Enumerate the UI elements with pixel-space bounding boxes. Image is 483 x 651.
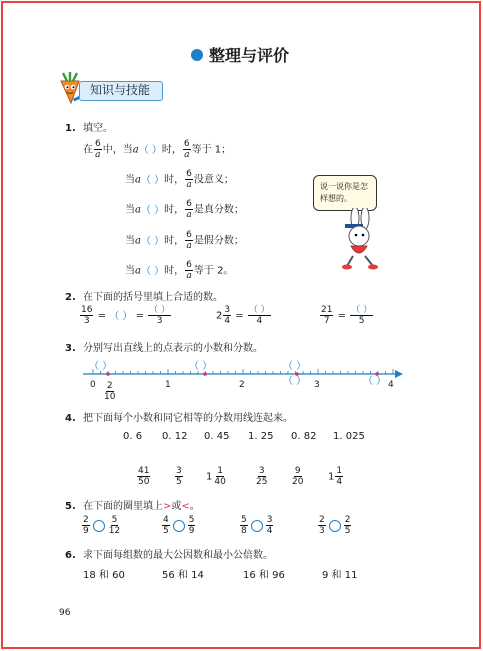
answer-blank[interactable]: （ ） bbox=[140, 204, 165, 216]
fraction: $\frac{6}{a}$ bbox=[186, 199, 192, 220]
tick-label: 0 bbox=[90, 380, 96, 390]
fraction-item[interactable]: $\frac{3}{25}$ bbox=[256, 466, 268, 487]
answer-blank[interactable]: （ ） bbox=[89, 361, 113, 372]
rabbit-mascot-icon bbox=[335, 208, 381, 272]
question-2-item-2: 2 $\frac{3}{4}$ = $\frac{( )}{4}$ bbox=[216, 305, 270, 326]
page-title-text: 整理与评价 bbox=[209, 46, 290, 65]
number-pair: 18 和 60 bbox=[83, 570, 125, 581]
fraction-item[interactable]: $\frac{41}{50}$ bbox=[138, 466, 150, 487]
answer-blank[interactable]: （ ） bbox=[140, 174, 165, 186]
decimal-item[interactable]: 0. 45 bbox=[204, 431, 230, 442]
question-5-heading: 5. 在下面的圈里填上>或<。 bbox=[65, 501, 200, 512]
section-badge bbox=[53, 75, 165, 105]
answer-blank[interactable]: （ ） bbox=[363, 376, 387, 387]
fraction: $\frac{6}{a}$ bbox=[186, 260, 192, 281]
question-3-heading: 3. 分别写出直线上的点表示的小数和分数。 bbox=[65, 343, 263, 354]
tick-label: 3 bbox=[314, 380, 320, 390]
compare-circle[interactable] bbox=[173, 520, 185, 532]
answer-blank[interactable]: （ ） bbox=[138, 144, 162, 156]
answer-blank[interactable]: （ ） bbox=[149, 305, 171, 315]
question-6-heading: 6. 求下面每组数的最大公因数和最小公倍数。 bbox=[65, 550, 273, 561]
compare-item: $\frac{2}{3}$ $\frac{2}{5}$ bbox=[319, 515, 351, 536]
fraction-item[interactable]: 1 $\frac{1}{40}$ bbox=[206, 466, 226, 487]
compare-circle[interactable] bbox=[251, 520, 263, 532]
answer-blank[interactable]: （ ） bbox=[351, 305, 373, 315]
question-2-item-1: $\frac{16}{3}$ = （ ） = $\frac{( )}{3}$ bbox=[81, 305, 171, 326]
fraction: $\frac{6}{a}$ bbox=[183, 139, 190, 160]
number-pair: 9 和 11 bbox=[322, 570, 358, 581]
fraction-item[interactable]: $\frac{3}{5}$ bbox=[176, 466, 182, 487]
compare-item: $\frac{4}{5}$ $\frac{5}{9}$ bbox=[163, 515, 195, 536]
question-1-line-4: 当a（ ）时， $\frac{6}{a}$ 是假分数； bbox=[125, 230, 244, 251]
compare-circle[interactable] bbox=[329, 520, 341, 532]
compare-item: $\frac{2}{9}$ $\frac{5}{12}$ bbox=[83, 515, 121, 536]
textbook-page bbox=[1, 1, 481, 649]
question-4-heading: 4. 把下面每个小数和同它相等的分数用线连起来。 bbox=[65, 413, 293, 424]
decimal-item[interactable]: 0. 82 bbox=[291, 431, 317, 442]
answer-blank[interactable]: （ ） bbox=[189, 361, 213, 372]
tick-label: 1 bbox=[165, 380, 171, 390]
number-pair: 16 和 96 bbox=[243, 570, 285, 581]
decimal-item[interactable]: 0. 12 bbox=[162, 431, 188, 442]
section-badge-label: 知识与技能 bbox=[79, 81, 163, 101]
decimal-item[interactable]: 0. 6 bbox=[123, 431, 143, 442]
tick-label: 2 bbox=[239, 380, 245, 390]
number-line bbox=[83, 368, 403, 380]
answer-blank[interactable]: （ ） bbox=[248, 305, 270, 315]
fraction-item[interactable]: 1 $\frac{1}{4}$ bbox=[328, 466, 343, 487]
page-title bbox=[191, 43, 289, 66]
compare-circle[interactable] bbox=[93, 520, 105, 532]
fraction: $\frac{6}{a}$ bbox=[95, 139, 101, 160]
fraction-item[interactable]: $\frac{9}{20}$ bbox=[292, 466, 304, 487]
question-1-line-5: 当a（ ）时， $\frac{6}{a}$ 等于 2。 bbox=[125, 260, 234, 281]
number-pair: 56 和 14 bbox=[162, 570, 204, 581]
compare-item: $\frac{5}{8}$ $\frac{3}{4}$ bbox=[241, 515, 273, 536]
fraction: $\frac{6}{a}$ bbox=[186, 169, 192, 190]
fraction: $\frac{6}{a}$ bbox=[186, 230, 192, 251]
question-1-line-1: 在 $\frac{6}{a}$ 中，当a（ ）时， $\frac{6}{a}$ 等于 1； bbox=[83, 139, 232, 160]
question-1-line-2: 当a（ ）时， $\frac{6}{a}$ 没意义； bbox=[125, 169, 234, 190]
question-2-item-3: $\frac{21}{7}$ = $\frac{( )}{5}$ bbox=[321, 305, 373, 326]
decimal-item[interactable]: 1. 25 bbox=[248, 431, 274, 442]
answer-blank[interactable]: （ ） bbox=[283, 361, 307, 372]
bullet-dot-icon bbox=[191, 49, 203, 61]
decimal-item[interactable]: 1. 025 bbox=[333, 431, 365, 442]
speech-bubble: 说一说你是怎样想的。 bbox=[313, 175, 377, 211]
answer-blank[interactable]: （ ） bbox=[140, 235, 165, 247]
page-number: 96 bbox=[59, 608, 71, 618]
answer-blank[interactable]: （ ） bbox=[283, 376, 307, 387]
question-1-line-3: 当a（ ）时， $\frac{6}{a}$ 是真分数； bbox=[125, 199, 244, 220]
tick-label: 4 bbox=[388, 380, 394, 390]
answer-blank[interactable]: （ ） bbox=[109, 310, 133, 322]
question-2-heading: 2. 在下面的括号里填上合适的数。 bbox=[65, 292, 223, 303]
question-1-heading: 1. 填空。 bbox=[65, 123, 113, 134]
answer-blank[interactable]: （ ） bbox=[140, 265, 165, 277]
sample-fraction: $\frac{2}{10}$ bbox=[104, 381, 116, 402]
